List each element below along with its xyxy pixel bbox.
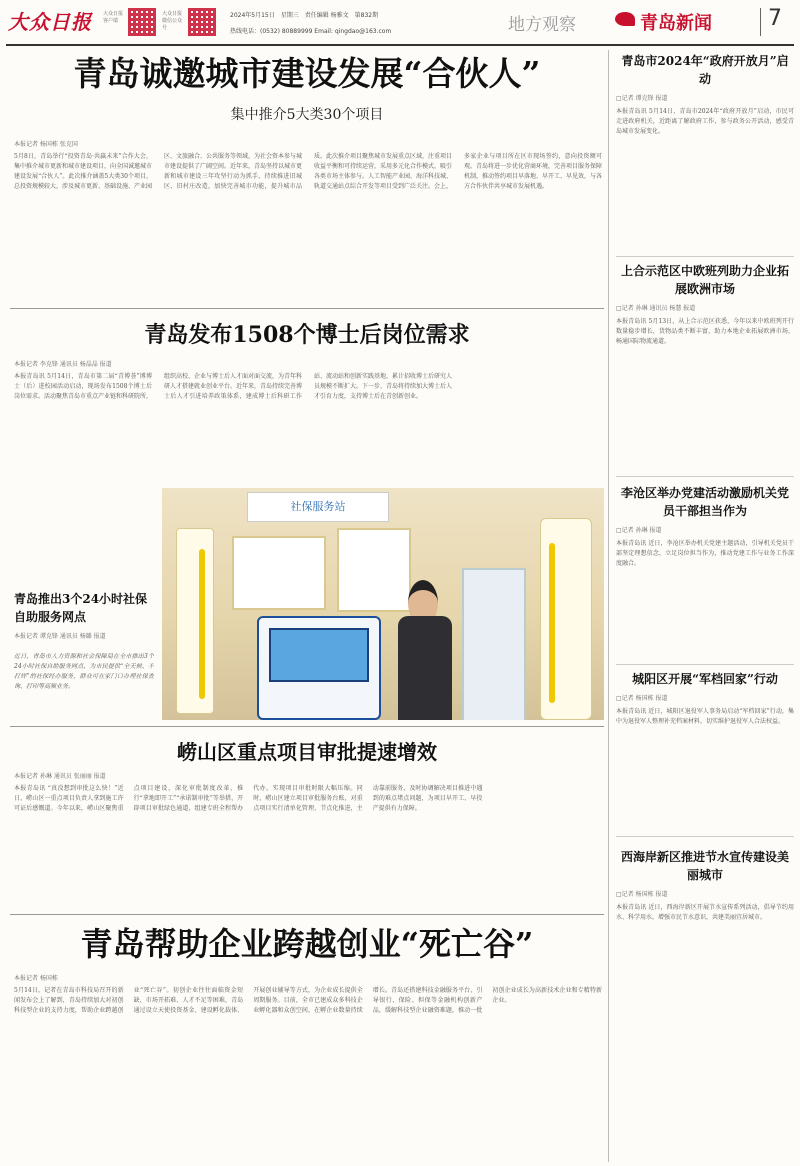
atm-machine [462, 568, 526, 720]
qr-label: 大众日报客户端 [103, 11, 124, 24]
sidebar-title: 西海岸新区推进节水宣传建设美丽城市 [620, 850, 789, 882]
sidebar-byline: □记者 杨国栋 报道 [616, 891, 668, 898]
section-rule [616, 836, 794, 837]
sidebar-title: 城阳区开展“军档回家”行动 [632, 672, 778, 686]
kiosk-stripe [549, 543, 555, 703]
section-rule [616, 664, 794, 665]
laoshan-byline: 本报记者 孙琳 通讯员 张丽丽 报道 [14, 773, 106, 780]
kiosk-stripe [199, 549, 205, 699]
lead-subtitle: 集中推介5大类30个项目 [230, 107, 384, 123]
doctoral-byline: 本报记者 李克锋 通讯员 杨晶晶 报道 [14, 361, 112, 368]
column-divider [608, 50, 609, 1162]
qr-code-icon [188, 8, 216, 36]
lead-byline: 本报记者 杨国栋 张克国 [14, 141, 78, 148]
section-rule [616, 476, 794, 477]
sidebar-byline: □记者 杨国栋 报道 [616, 695, 668, 702]
date-line: 2024年5月15日 星期三 责任编辑 杨雅文 第832期 [230, 12, 379, 19]
section-rule [10, 308, 604, 309]
sidebar-byline: □记者 谭克锋 报道 [616, 95, 668, 102]
laoshan-headline: 崂山区重点项目审批提速增效 [177, 740, 437, 764]
section-name: 青岛新闻 [640, 13, 712, 34]
deathvalley-body: 5月14日，记者在青岛市科技局召开的新闻发布会上了解到，青岛持续加大对初创科技型企业的支持力度，帮助企业跨越创业“死亡谷”。初创企业往往面临资金短缺、市场开拓难、人才不足等困难，青岛通过设立天使投资基金、建设孵化载体、开展创业辅导等方式，为企业成长提供全周期服务。目前，全市已建成众多科技企业孵化器和众创空间，在孵企业数量持续增长。青岛还搭建科技金融服务平台，引导银行、保险、担保等金融机构创新产品，缓解科技型企业融资难题，推动一批初创企业成长为高新技术企业和专精特新企业。 [14, 987, 602, 1014]
section-rule [616, 256, 794, 257]
news-photo [162, 488, 604, 720]
sidebar-item [616, 484, 794, 662]
person-figure [394, 580, 454, 720]
page-number: 7 [768, 6, 782, 31]
section-label: 地方观察 [508, 15, 576, 35]
lead-headline: 青岛诚邀城市建设发展“合伙人” [73, 54, 541, 93]
laoshan-body: 本报青岛讯 “真没想到审批这么快！”近日，崂山区一重点项目负责人拿到施工许可证后感慨道。今年以来，崂山区聚焦重点项目建设，深化审批制度改革，推行“拿地即开工”“承诺制审批”等举措，开辟项目审批绿色通道，组建专班全程帮办代办，实现项目审批时限大幅压缩。同时，崂山区建立项目审批服务台账，对重点项目实行清单化管理、节点化推进，主动靠前服务，及时协调解决项目推进中遇到的难点堵点问题，为项目早开工、早投产提供有力保障。 [14, 785, 483, 812]
sidebar-title: 上合示范区中欧班列助力企业拓展欧洲市场 [620, 264, 789, 296]
person-body [398, 616, 452, 720]
wall-panel [232, 536, 326, 610]
photo-caption-byline: 本报记者 谭克锋 通讯员 杨璐 报道 [14, 633, 106, 640]
sidebar-body: 本报青岛讯 近日，西海岸新区开展节水宣传系列活动，倡导节约用水、科学用水，增强市民节水意识，共建美丽宜居城市。 [616, 904, 794, 921]
sidebar-title: 李沧区举办党建活动激励机关党员干部担当作为 [620, 486, 789, 518]
photo-caption-body: 近日，青岛市人力资源和社会保障局在全市推出3个24小时社保自助服务网点，为市民提供“全天候、不打烊”的社保经办服务，群众可在家门口办理社保查询、打印等高频业务。 [14, 653, 154, 690]
qr-label: 大众日报微信公众号 [162, 11, 183, 31]
sidebar-byline: □记者 孙琳 通讯员 杨慧 报道 [616, 305, 696, 312]
sign-board: 社保服务站 [247, 492, 389, 522]
deathvalley-byline: 本报记者 杨国栋 [14, 975, 58, 982]
divider [760, 8, 761, 36]
qr-code-icon [128, 8, 156, 36]
lead-body: 5月8日，青岛举行“投资青岛·共赢未来”合作大会，集中推介城市更新和城市建设项目，向全国诚邀城市建设发展“合伙人”。此次推介涵盖5大类30个项目，总投资规模较大，涉及城市更新、基础设施、产业园区、文旅融合、公共服务等领域，为社会资本参与城市建设提供了广阔空间。近年来，青岛坚持以城市更新和城市建设三年攻坚行动为抓手，持续推进旧城区、旧村庄改造，加快完善城市功能，提升城市品质。此次推介项目聚焦城市发展重点区域，注重项目收益平衡和可持续运营，采用多元化合作模式，吸引各类市场主体参与。人工智能产业园、海洋科技城、轨道交通站点综合开发等项目受到广泛关注。会上，多家企业与项目所在区市现场签约，意向投资额可观。青岛将进一步优化营商环境，完善项目服务保障机制，推动签约项目早落地、早开工、早见效，与各方合作伙伴共享城市发展机遇。 [14, 153, 602, 190]
contact-line: 热线电话：(0532) 80889999 Email: qingdao@163.com [230, 28, 392, 35]
sidebar-body: 本报青岛讯 5月13日，从上合示范区获悉，今年以来中欧班列开行数量稳步增长，货物品类不断丰富，助力本地企业拓展欧洲市场，畅通国际物流通道。 [616, 318, 794, 345]
sidebar-item [616, 262, 794, 472]
deathvalley-headline: 青岛帮助企业跨越创业“死亡谷” [80, 925, 534, 963]
doctoral-headline: 青岛发布1508个博士后岗位需求 [144, 322, 470, 348]
sidebar-body: 本报青岛讯 近日，城阳区退役军人事务局启动“军档回家”行动，集中为退役军人整理补充档案材料，切实维护退役军人合法权益。 [616, 708, 794, 725]
section-rule [10, 726, 604, 727]
doctoral-body: 本报青岛讯 5月14日，青岛市第二届“青博荟”博博士（后）进校园活动启动，现场发布1508个博士后岗位需求。活动聚焦青岛市重点产业链和科研院所，组织高校、企业与博士后人才面对面交流，为青年科研人才搭建就业创业平台。近年来，青岛持续完善博士后人才引进培养政策体系，建成博士后科研工作站、流动站和创新实践基地，累计招收博士后研究人员规模不断扩大。下一步，青岛将持续加大博士后人才引育力度，支持博士后在青创新创业。 [14, 373, 453, 400]
sidebar-item [616, 848, 794, 1160]
service-kiosk [257, 616, 381, 720]
masthead [0, 0, 800, 44]
sidebar-byline: □记者 孙琳 报道 [616, 527, 662, 534]
masthead-rule [6, 44, 794, 46]
sidebar-item [616, 670, 794, 830]
newspaper-logo: 大众日报 [8, 10, 92, 34]
sidebar-body: 本报青岛讯 近日，李沧区举办机关党建主题活动，引导机关党员干部坚定理想信念，立足岗位担当作为，推动党建工作与业务工作深度融合。 [616, 540, 794, 567]
bird-logo-icon [615, 12, 635, 26]
sidebar-body: 本报青岛讯 5月14日，青岛市2024年“政府开放月”启动，市民可走进政府机关，近距离了解政府工作，参与政务公开活动，感受青岛城市发展变化。 [616, 108, 794, 135]
kiosk-right [540, 518, 592, 720]
section-rule [10, 914, 604, 915]
photo-caption-title: 青岛推出3个24小时社保自助服务网点 [14, 592, 148, 624]
kiosk-left [176, 528, 214, 714]
sidebar-item [616, 52, 794, 252]
sidebar-title: 青岛市2024年“政府开放月”启动 [621, 54, 789, 86]
kiosk-screen [269, 628, 369, 682]
